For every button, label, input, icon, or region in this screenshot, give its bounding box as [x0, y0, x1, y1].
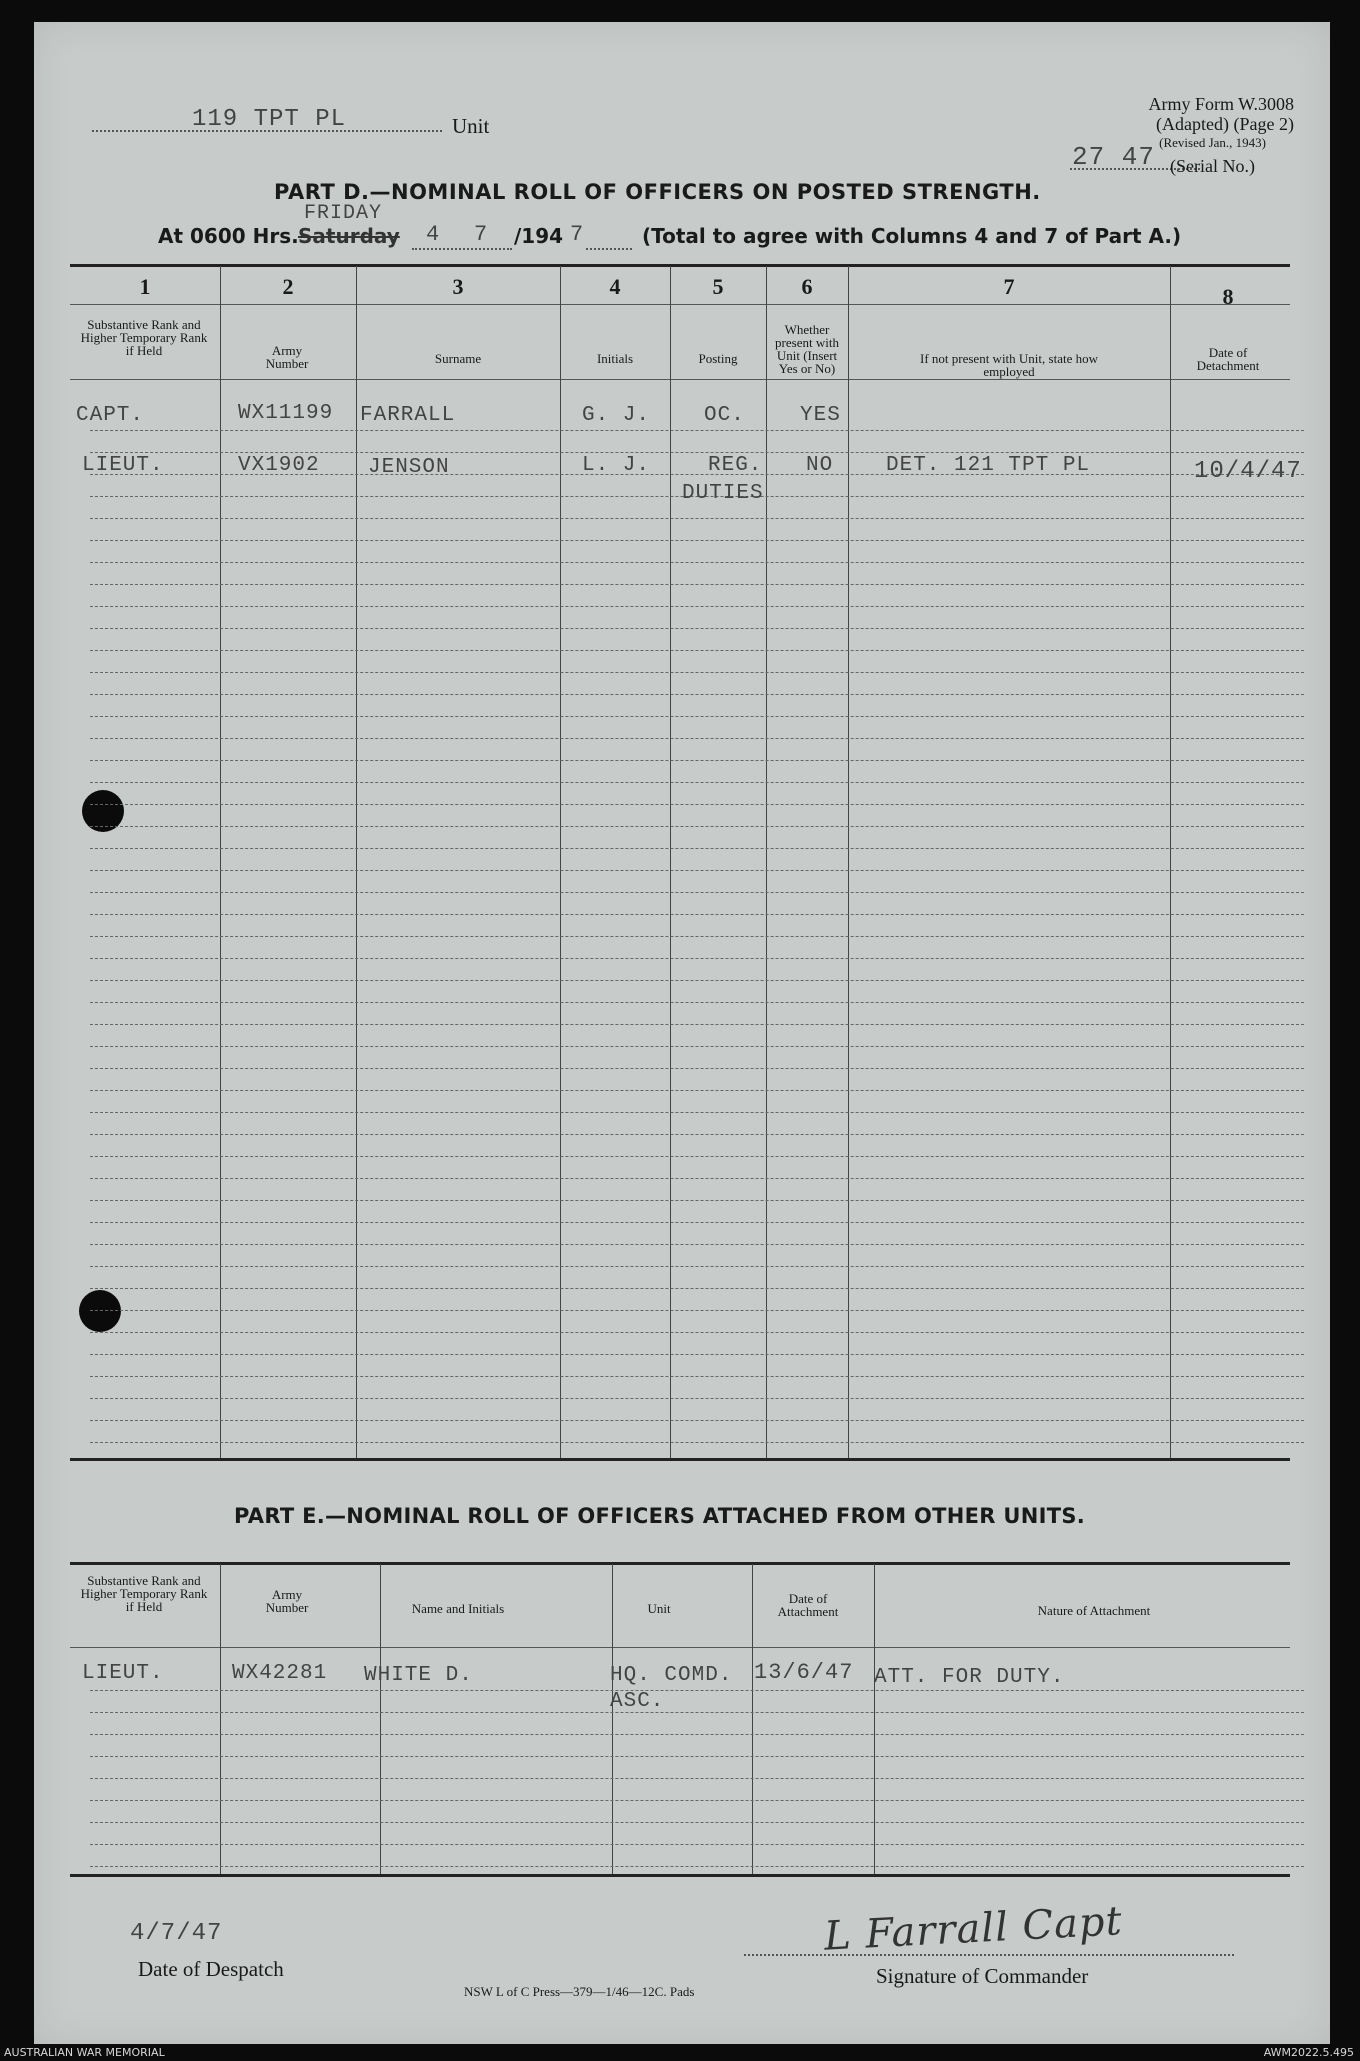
- total-note: (Total to agree with Columns 4 and 7 of Part A.): [642, 224, 1182, 248]
- part-d-ruled-line: [90, 1024, 1304, 1025]
- part-d-ruled-line: [90, 1156, 1304, 1157]
- e-row-1-rank: LIEUT.: [82, 1662, 164, 1685]
- part-e-ruled-line: [90, 1712, 1304, 1713]
- row-2-present: NO: [806, 454, 834, 477]
- row-1-posting: OC.: [704, 404, 745, 427]
- serial-label: (Serial No.): [1170, 156, 1255, 176]
- part-d-ruled-line: [90, 716, 1304, 717]
- row-2-initials: L. J.: [582, 454, 651, 477]
- form-title: Army Form W.3008: [1148, 94, 1294, 114]
- col-head-rank: Substantive Rank and Higher Temporary Rank if Held: [80, 317, 208, 358]
- part-d-ruled-line: [90, 1420, 1304, 1421]
- part-d-ruled-line: [90, 1376, 1304, 1377]
- part-d-ruled-line: [90, 672, 1304, 673]
- part-d-ruled-line: [90, 1222, 1304, 1223]
- despatch-date: 4/7/47: [130, 1920, 223, 1947]
- e-row-1-date: 13/6/47: [754, 1660, 854, 1685]
- part-d-ruled-line: [90, 430, 1304, 431]
- part-e-ruled-line: [90, 1844, 1304, 1845]
- part-d-heads-rule: [70, 379, 1290, 380]
- part-d-ruled-line: [90, 584, 1304, 585]
- year-digit: 7: [570, 222, 585, 247]
- part-d-ruled-line: [90, 892, 1304, 893]
- archive-caption-bar: [0, 2044, 1360, 2061]
- col-number-7: 7: [1003, 274, 1015, 299]
- part-d-ruled-line: [90, 958, 1304, 959]
- col-head-detachment-date: Date of Detachment: [1196, 345, 1260, 373]
- e-col-head-unit: Unit: [647, 1601, 671, 1616]
- col-head-surname: Surname: [434, 351, 482, 366]
- row-2-detachment-date: 10/4/47: [1194, 458, 1302, 485]
- part-d-ruled-line: [90, 1288, 1304, 1289]
- part-d-ruled-line: [90, 1244, 1304, 1245]
- commander-signature: L Farrall Capt: [823, 1898, 1124, 1960]
- part-d-ruled-line: [90, 738, 1304, 739]
- part-e-bottom-rule: [70, 1874, 1290, 1877]
- part-d-title: PART D.—NOMINAL ROLL OF OFFICERS ON POSTED STRENGTH.: [274, 180, 1041, 204]
- row-2-surname: JENSON: [368, 456, 450, 479]
- row-1-initials: G. J.: [582, 404, 651, 427]
- part-d-ruled-line: [90, 1200, 1304, 1201]
- row-1-surname: FARRALL: [360, 404, 456, 427]
- part-d-ruled-line: [90, 628, 1304, 629]
- part-d-ruled-line: [90, 1112, 1304, 1113]
- press-line: NSW L of C Press—379—1/46—12C. Pads: [464, 1984, 695, 1999]
- part-d-ruled-line: [90, 1442, 1304, 1443]
- col-number-5: 5: [712, 274, 724, 299]
- part-d-ruled-line: [90, 980, 1304, 981]
- part-e-ruled-line: [90, 1822, 1304, 1823]
- part-e-top-rule: [70, 1562, 1290, 1565]
- part-d-ruled-line: [90, 1002, 1304, 1003]
- col-number-8: 8: [1222, 284, 1234, 309]
- col-number-1: 1: [139, 274, 151, 299]
- part-d-numbers-rule: [70, 304, 1290, 305]
- e-col-head-date: Date of Attachment: [777, 1591, 839, 1619]
- part-e-column-line: [752, 1564, 753, 1874]
- part-d-column-line: [1170, 266, 1171, 1458]
- part-d-column-line: [670, 266, 671, 1458]
- unit-label: Unit: [452, 114, 490, 138]
- signature-label: Signature of Commander: [876, 1964, 1089, 1988]
- punch-hole-bottom: [79, 1290, 121, 1332]
- part-d-ruled-line: [90, 760, 1304, 761]
- part-d-ruled-line: [90, 650, 1304, 651]
- unit-value: 119 TPT PL: [192, 106, 347, 133]
- part-e-ruled-line: [90, 1866, 1304, 1867]
- e-row-1-nature: ATT. FOR DUTY.: [874, 1666, 1065, 1689]
- part-e-title: PART E.—NOMINAL ROLL OF OFFICERS ATTACHED FROM OTHER UNITS.: [234, 1504, 1086, 1528]
- row-2-posting-cont: DUTIES: [682, 482, 764, 505]
- e-row-1-unit-cont: ASC.: [610, 1690, 665, 1713]
- e-row-1-number: WX42281: [232, 1662, 328, 1685]
- part-d-ruled-line: [90, 452, 1304, 453]
- part-d-ruled-line: [90, 1332, 1304, 1333]
- col-number-6: 6: [801, 274, 813, 299]
- part-d-ruled-line: [90, 1310, 1304, 1311]
- e-col-head-rank: Substantive Rank and Higher Temporary Rank if Held: [80, 1573, 208, 1614]
- col-head-posting: Posting: [698, 351, 738, 366]
- col-number-3: 3: [452, 274, 464, 299]
- part-e-column-line: [874, 1564, 875, 1874]
- col-number-4: 4: [609, 274, 621, 299]
- part-e-ruled-line: [90, 1778, 1304, 1779]
- part-d-ruled-line: [90, 914, 1304, 915]
- row-2-employed: DET. 121 TPT PL: [886, 454, 1091, 477]
- col-head-present: Whether present with Unit (Insert Yes or No): [775, 322, 839, 376]
- form-revised: (Revised Jan., 1943): [1159, 135, 1266, 150]
- part-e-column-line: [220, 1564, 221, 1874]
- part-d-ruled-line: [90, 848, 1304, 849]
- form-page: [34, 22, 1330, 2044]
- part-e-column-line: [612, 1564, 613, 1874]
- despatch-label: Date of Despatch: [138, 1957, 284, 1981]
- serial-value: 27 47: [1072, 142, 1156, 172]
- day-num: 4: [426, 222, 441, 247]
- part-e-heads-rule: [70, 1647, 1290, 1648]
- part-d-column-line: [220, 266, 221, 1458]
- part-e-ruled-line: [90, 1690, 1304, 1691]
- col-head-army-number: Army Number: [265, 343, 309, 371]
- e-row-1-name: WHITE D.: [364, 1664, 473, 1687]
- part-d-ruled-line: [90, 1134, 1304, 1135]
- year-prefix: /194: [514, 224, 564, 248]
- day-printed: Saturday: [298, 224, 400, 248]
- col-number-2: 2: [282, 274, 294, 299]
- day-typed: FRIDAY: [304, 202, 383, 225]
- part-d-column-line: [766, 266, 767, 1458]
- part-d-ruled-line: [90, 936, 1304, 937]
- part-d-column-line: [356, 266, 357, 1458]
- part-d-ruled-line: [90, 1354, 1304, 1355]
- part-e-ruled-line: [90, 1734, 1304, 1735]
- row-2-posting: REG.: [708, 454, 763, 477]
- form-adapted: (Adapted) (Page 2): [1156, 114, 1294, 134]
- month-num: 7: [474, 222, 489, 247]
- part-d-ruled-line: [90, 606, 1304, 607]
- at-hours-label: At 0600 Hrs.: [158, 224, 299, 248]
- part-d-ruled-line: [90, 1090, 1304, 1091]
- e-col-head-army-number: Army Number: [265, 1587, 309, 1615]
- part-d-ruled-line: [90, 562, 1304, 563]
- row-2-number: VX1902: [238, 454, 320, 477]
- e-col-head-name: Name and Initials: [411, 1601, 505, 1616]
- part-d-ruled-line: [90, 1178, 1304, 1179]
- part-d-ruled-line: [90, 804, 1304, 805]
- row-1-present: YES: [800, 404, 841, 427]
- part-e-ruled-line: [90, 1800, 1304, 1801]
- e-row-1-unit: HQ. COMD.: [610, 1664, 733, 1687]
- part-d-ruled-line: [90, 782, 1304, 783]
- year-line: [586, 228, 632, 250]
- part-d-ruled-line: [90, 1068, 1304, 1069]
- part-d-bottom-rule: [70, 1458, 1290, 1461]
- archive-left-caption: AUSTRALIAN WAR MEMORIAL: [4, 2046, 165, 2059]
- part-d-ruled-line: [90, 1266, 1304, 1267]
- part-d-ruled-line: [90, 826, 1304, 827]
- row-1-rank: CAPT.: [76, 404, 145, 427]
- part-d-ruled-line: [90, 1046, 1304, 1047]
- part-d-column-line: [560, 266, 561, 1458]
- archive-right-caption: AWM2022.5.495: [1263, 2046, 1354, 2059]
- part-d-top-rule: [70, 264, 1290, 267]
- e-col-head-nature: Nature of Attachment: [1037, 1603, 1151, 1618]
- part-d-ruled-line: [90, 1398, 1304, 1399]
- row-1-number: WX11199: [238, 402, 334, 425]
- part-d-ruled-line: [90, 694, 1304, 695]
- part-d-column-line: [848, 266, 849, 1458]
- part-d-ruled-line: [90, 540, 1304, 541]
- col-head-employed: If not present with Unit, state how employed: [920, 351, 1098, 379]
- part-d-ruled-line: [90, 518, 1304, 519]
- part-d-ruled-line: [90, 870, 1304, 871]
- row-2-rank: LIEUT.: [82, 454, 164, 477]
- col-head-initials: Initials: [596, 351, 634, 366]
- part-e-ruled-line: [90, 1756, 1304, 1757]
